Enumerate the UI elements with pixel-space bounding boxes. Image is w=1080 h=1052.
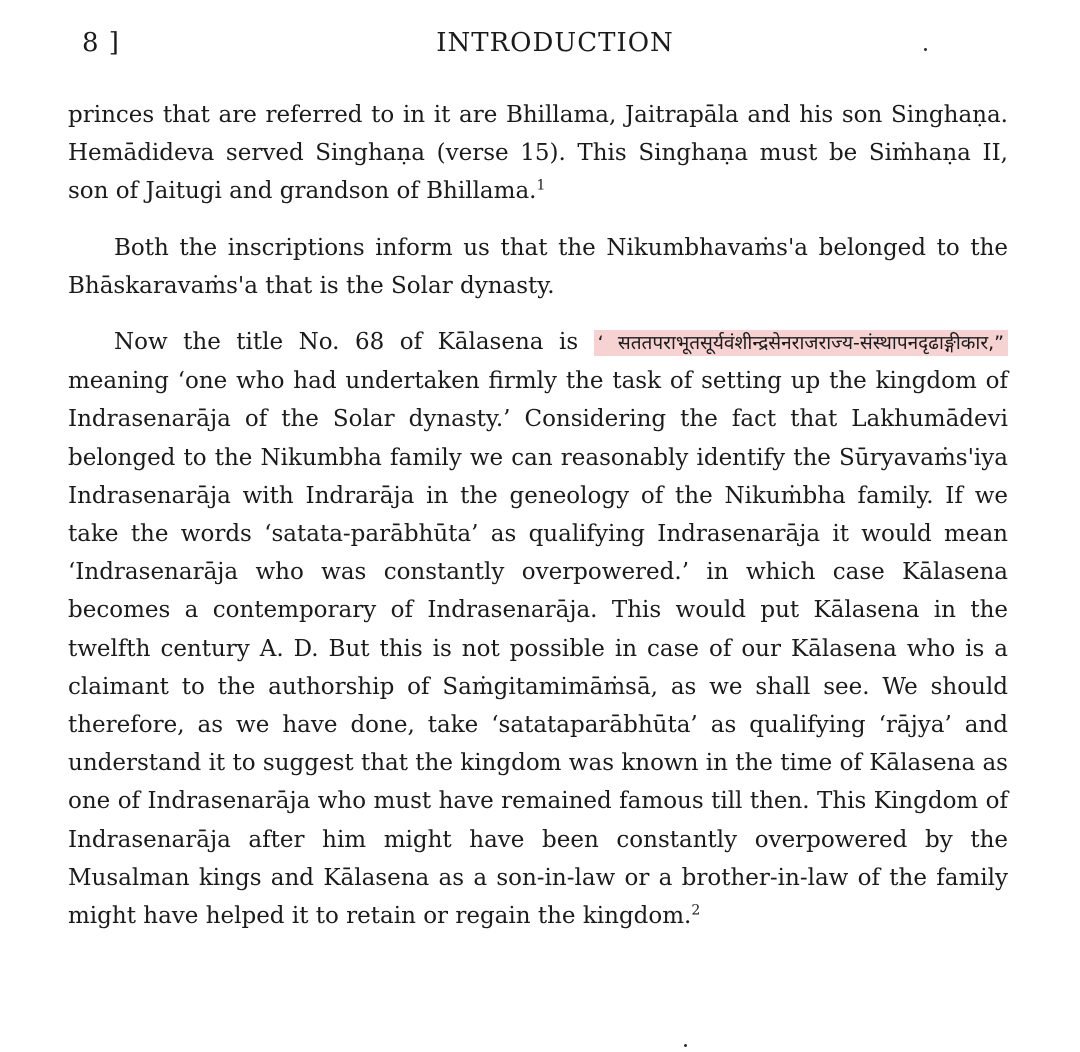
scan-speck bbox=[924, 48, 927, 51]
footnote-ref-1[interactable]: 1 bbox=[536, 177, 546, 194]
paragraph-3 bbox=[68, 323, 1008, 935]
page-number: 8 ] bbox=[82, 28, 120, 58]
body-text bbox=[68, 96, 1008, 935]
paragraph-1-text: princes that are referred to in it are Bhillama, Jaitrapāla and his son Singhaṇa. Hemādideva served Singhaṇa (verse 15). This Singhaṇa must be Siṁhaṇa II, son of Jaitugi and grandson of Bhillama. bbox=[68, 102, 1008, 205]
paragraph-1 bbox=[68, 96, 1008, 211]
paragraph-3-lead: Now the title No. 68 of Kālasena is bbox=[114, 329, 594, 356]
running-title: INTRODUCTION bbox=[436, 28, 674, 58]
scan-speck bbox=[684, 1044, 687, 1047]
footnote-ref-2[interactable]: 2 bbox=[691, 902, 701, 919]
paragraph-2 bbox=[68, 229, 1008, 305]
paragraph-2-text: Both the inscriptions inform us that the Nikumbhavaṁs'a belonged to the Bhāskaravaṁs'a that is the Solar dynasty. bbox=[68, 234, 1008, 299]
page-header bbox=[0, 22, 1080, 66]
paragraph-3-rest: meaning ‘one who had undertaken firmly the task of setting up the kingdom of Indrasenarāja of the Solar dynasty.’ Considering the fact that Lakhumādevi belonged to the Nikumbha family we can reasonably identify the Sūryavaṁs'iya Indrasenarāja with Indrarāja in the geneology of the Nikuṁbha family. If we take the words ‘satata-parābhūta’ as qualifying Indrasenarāja it would mean ‘Indrasenarāja who was constantly overpowered.’ in which case Kālasena becomes a contemporary of Indrasenarāja. This would put Kālasena in the twelfth century A. D. But this is not possible in case of our Kālasena who is a claimant to the authorship of Saṁgitamimāṁsā, as we shall see. We should therefore, as we have done, take ‘satataparābhūta’ as qualifying ‘rājya’ and understand it to suggest that the kingdom was known in the time of Kālasena as one of Indrasenarāja who must have remained famous till then. This Kingdom of Indrasenarāja after him might have been constantly overpowered by the Musalman kings and Kālasena as a son-in-law or a brother-in-law of the family might have helped it to retain or regain the kingdom. bbox=[68, 368, 1008, 930]
highlighted-sanskrit-title: ‘ सततपराभूतसूर्यवंशीन्द्रसेनराजराज्य-संस्थापनदृढाङ्गीकार,” bbox=[594, 330, 1008, 356]
